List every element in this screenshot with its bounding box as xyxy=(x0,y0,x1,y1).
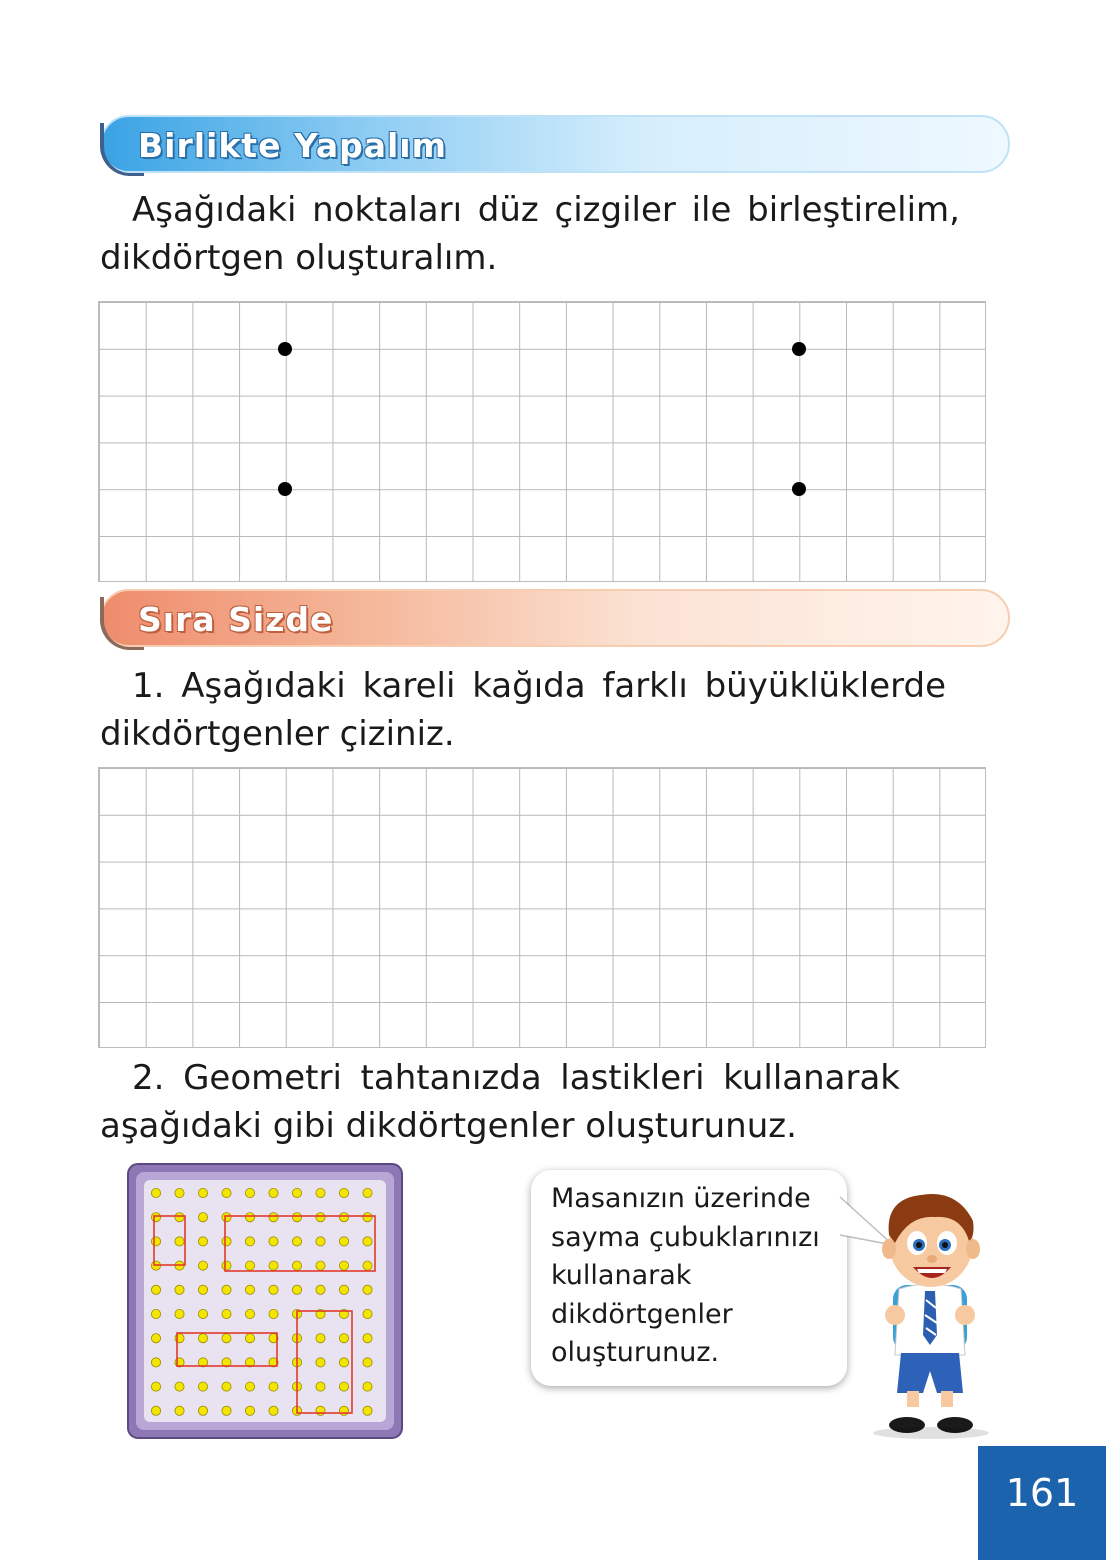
geoboard-peg xyxy=(222,1188,231,1197)
geoboard-peg xyxy=(151,1406,160,1415)
geoboard-peg xyxy=(269,1406,278,1415)
geoboard-peg xyxy=(316,1334,325,1343)
geoboard-peg xyxy=(175,1188,184,1197)
geoboard-peg xyxy=(292,1261,301,1270)
geoboard-peg xyxy=(316,1358,325,1367)
task-2-line-2: aşağıdaki gibi dikdörtgenler oluşturunuz. xyxy=(100,1106,797,1146)
page-number-box xyxy=(978,1446,1106,1560)
bubble-line: Masanızın üzerinde xyxy=(551,1183,811,1214)
geoboard-peg xyxy=(151,1213,160,1222)
geoboard-peg xyxy=(151,1358,160,1367)
geoboard-peg xyxy=(269,1261,278,1270)
geoboard-peg xyxy=(339,1334,348,1343)
geoboard-peg xyxy=(292,1213,301,1222)
geoboard-peg xyxy=(269,1285,278,1294)
task-1-paragraph xyxy=(100,662,946,758)
geoboard-peg xyxy=(363,1261,372,1270)
geoboard-peg xyxy=(339,1382,348,1391)
grid-dot[interactable] xyxy=(278,342,292,356)
geoboard-peg xyxy=(198,1188,207,1197)
geoboard-peg xyxy=(316,1406,325,1415)
geoboard-peg xyxy=(245,1261,254,1270)
task-1-line-1: 1. Aşağıdaki kareli kağıda farklı büyüklüklerde xyxy=(132,666,946,706)
geoboard-peg xyxy=(198,1213,207,1222)
geoboard-peg xyxy=(245,1188,254,1197)
geoboard-peg xyxy=(339,1213,348,1222)
grid-dot[interactable] xyxy=(792,342,806,356)
geoboard-peg xyxy=(363,1358,372,1367)
geoboard-peg xyxy=(198,1285,207,1294)
geoboard-peg xyxy=(316,1285,325,1294)
geoboard-peg xyxy=(222,1382,231,1391)
geoboard-peg xyxy=(151,1188,160,1197)
dot-grid-paper[interactable] xyxy=(98,301,986,582)
geoboard-peg xyxy=(316,1188,325,1197)
blank-grid-paper[interactable] xyxy=(98,767,986,1048)
bubble-line: sayma çubuklarınızı xyxy=(551,1221,820,1253)
geoboard-peg xyxy=(245,1285,254,1294)
geoboard-illustration xyxy=(127,1163,403,1439)
geoboard-peg xyxy=(175,1406,184,1415)
geoboard-peg xyxy=(222,1285,231,1294)
geoboard-peg xyxy=(198,1382,207,1391)
geoboard-peg xyxy=(151,1334,160,1343)
geoboard-peg xyxy=(269,1382,278,1391)
sira-sizde-banner xyxy=(100,589,1010,647)
geoboard-peg xyxy=(222,1213,231,1222)
geoboard-peg xyxy=(175,1382,184,1391)
speech-bubble-text xyxy=(551,1180,841,1373)
geoboard-peg xyxy=(245,1406,254,1415)
instruction-line-1: Aşağıdaki noktaları düz çizgiler ile birleştirelim, xyxy=(132,190,960,230)
bubble-line: kullanarak xyxy=(551,1260,692,1291)
geoboard-svg xyxy=(127,1163,403,1439)
geoboard-peg xyxy=(245,1382,254,1391)
geoboard-peg xyxy=(175,1285,184,1294)
geoboard-peg xyxy=(269,1188,278,1197)
geoboard-peg xyxy=(339,1285,348,1294)
birlikte-yapalim-banner xyxy=(100,115,1010,173)
geoboard-peg xyxy=(175,1213,184,1222)
geoboard-peg xyxy=(292,1237,301,1246)
geoboard-peg xyxy=(198,1261,207,1270)
geoboard-peg xyxy=(363,1334,372,1343)
task-2-line-1: 2. Geometri tahtanızda lastikleri kullanarak xyxy=(132,1058,900,1098)
geoboard-peg xyxy=(316,1237,325,1246)
speech-bubble xyxy=(531,1170,847,1386)
geoboard-peg xyxy=(222,1406,231,1415)
bubble-line: oluşturunuz. xyxy=(551,1337,720,1368)
geoboard-peg xyxy=(316,1382,325,1391)
geoboard-peg xyxy=(151,1309,160,1318)
geoboard-peg xyxy=(222,1334,231,1343)
geoboard-peg xyxy=(363,1406,372,1415)
geoboard-peg xyxy=(198,1406,207,1415)
grid-dot[interactable] xyxy=(278,482,292,496)
geoboard-peg xyxy=(151,1285,160,1294)
bubble-line: dikdörtgenler xyxy=(551,1298,733,1330)
banner-title: Sıra Sizde xyxy=(138,600,334,639)
task-1-line-2: dikdörtgenler çiziniz. xyxy=(100,714,455,754)
geoboard-peg xyxy=(316,1261,325,1270)
instruction-paragraph xyxy=(100,186,960,282)
geoboard-peg xyxy=(245,1309,254,1318)
instruction-line-2: dikdörtgen oluşturalım. xyxy=(100,238,498,278)
geoboard-peg xyxy=(363,1309,372,1318)
geoboard-peg xyxy=(198,1237,207,1246)
geoboard-peg xyxy=(175,1309,184,1318)
geoboard-peg xyxy=(339,1237,348,1246)
geoboard-peg xyxy=(222,1309,231,1318)
geoboard-peg xyxy=(363,1382,372,1391)
geoboard-peg xyxy=(175,1237,184,1246)
geoboard-peg xyxy=(269,1213,278,1222)
geoboard-peg xyxy=(339,1261,348,1270)
geoboard-peg xyxy=(339,1406,348,1415)
geoboard-peg xyxy=(222,1261,231,1270)
grid-dot[interactable] xyxy=(792,482,806,496)
geoboard-peg xyxy=(316,1213,325,1222)
geoboard-peg xyxy=(339,1358,348,1367)
task-2-paragraph xyxy=(100,1054,900,1150)
geoboard-peg xyxy=(151,1382,160,1391)
geoboard-peg xyxy=(292,1188,301,1197)
geoboard-peg xyxy=(269,1309,278,1318)
geoboard-peg xyxy=(363,1237,372,1246)
geoboard-peg xyxy=(363,1285,372,1294)
geoboard-peg xyxy=(222,1237,231,1246)
geoboard-peg xyxy=(151,1237,160,1246)
banner-title: Birlikte Yapalım xyxy=(138,126,447,165)
geoboard-peg xyxy=(198,1309,207,1318)
geoboard-peg xyxy=(363,1213,372,1222)
geoboard-peg xyxy=(363,1188,372,1197)
geoboard-peg xyxy=(245,1213,254,1222)
geoboard-peg xyxy=(245,1237,254,1246)
geoboard-peg xyxy=(339,1188,348,1197)
geoboard-peg xyxy=(269,1237,278,1246)
geoboard-peg xyxy=(245,1334,254,1343)
page-number: 161 xyxy=(1005,1471,1079,1515)
geoboard-peg xyxy=(198,1334,207,1343)
geoboard-peg xyxy=(292,1285,301,1294)
child-character-icon xyxy=(865,1185,995,1440)
